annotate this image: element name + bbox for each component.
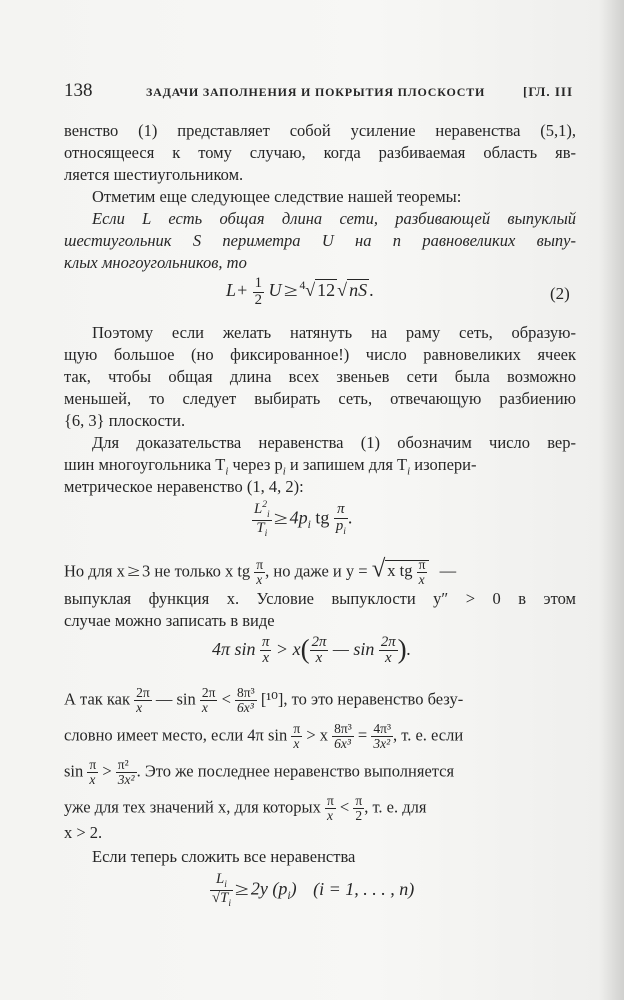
theorem-line: клых многоугольников, то: [64, 253, 247, 272]
equation-3: $\frac{L^2_i}{T_i}$ ≥ $4p_i$ tg $\frac{\pi}{p_i}$ .: [254, 499, 353, 539]
equation-2: L+ $\frac{1}{2}$ U ≥ $^4$√ 12 √ nS .: [226, 275, 374, 308]
theorem-line: Если L есть общая длина сети, разбивающей выпуклый: [92, 209, 576, 228]
paragraph-line: словно имеет место, если 4π sin $\frac{\pi}{x}$ > x $\frac{\text{8π³}}{\text{6x³}}$ = $\frac{\text{4π³}}{\text{3x²}}$ , т. е. если: [64, 721, 464, 752]
equation-4: 4π sin $\frac{\pi}{x}$ > x( $\frac{2\pi}{x}$ — sin $\frac{2\pi}{x}$ ).: [212, 633, 412, 667]
paragraph-line: относящееся к тому случаю, когда разбиваемая область яв-: [64, 143, 576, 162]
paragraph-line: sin $\frac{\pi}{x}$ > $\frac{\text{π²}}{\text{3x²}}$ . Это же последнее неравенство выполняется: [64, 757, 455, 788]
theorem-line: шестиугольник S периметра U на n равновеликих выпу-: [64, 231, 576, 250]
paragraph-line: ляется шестиугольником.: [64, 165, 244, 184]
paragraph-line: А так как $\frac{2\pi}{x}$ — sin $\frac{2\pi}{x}$ < $\frac{\text{8π³}}{\text{6x³}}$ [¹⁰], то это неравенство безу-: [64, 685, 464, 716]
paragraph-line: так, чтобы общая длина всех звеньев сети была возможно: [64, 367, 576, 386]
chapter-marker: [ГЛ. III: [523, 84, 574, 99]
running-title: ЗАДАЧИ ЗАПОЛНЕНИЯ И ПОКРЫТИЯ ПЛОСКОСТИ: [146, 85, 486, 99]
paragraph-line: шин многоугольника $T_i$ через $p_i$ и запишем для $T_i$ изопери-: [64, 455, 477, 478]
equation-number: (2): [550, 284, 570, 303]
paragraph-line: метрическое неравенство (1, 4, 2):: [64, 477, 304, 496]
paragraph-line: {6, 3} плоскости.: [64, 411, 186, 430]
paragraph-line: Если теперь сложить все неравенства: [92, 847, 356, 866]
paragraph-line: щую большое (но фиксированное!) число равновеликих ячеек: [64, 345, 576, 364]
page-number: 138: [64, 80, 93, 101]
paragraph-line: Но для x ≥ 3 не только x tg $\frac{\pi}{x}$ , но даже и y = √ x tg $\frac{\pi}{x}$ —: [64, 555, 457, 588]
equation-5: $\frac{L_i}{√T_i}$ ≥ 2y $(p_i) (i = 1$, . . . , n): [212, 871, 415, 909]
paragraph-line: Отметим еще следующее следствие нашей теоремы:: [92, 187, 462, 206]
paragraph-line: x > 2.: [64, 823, 103, 842]
paragraph-line: уже для тех значений x, для которых $\frac{\pi}{x}$ < $\frac{\pi}{2}$ , т. е. для: [64, 793, 427, 824]
paragraph-line: выпуклая функция x. Условие выпуклости y″ > 0 в этом: [64, 589, 576, 608]
paragraph-line: венство (1) представляет собой усиление неравенства (5,1),: [64, 121, 576, 140]
paragraph-line: случае можно записать в виде: [64, 611, 275, 630]
paragraph-line: меньшей, то следует выбирать сеть, отвечающую разбиению: [64, 389, 576, 408]
paragraph-line: Поэтому если желать натянуть на раму сеть, образую-: [92, 323, 576, 342]
paragraph-line: Для доказательства неравенства (1) обозначим число вер-: [92, 433, 576, 452]
